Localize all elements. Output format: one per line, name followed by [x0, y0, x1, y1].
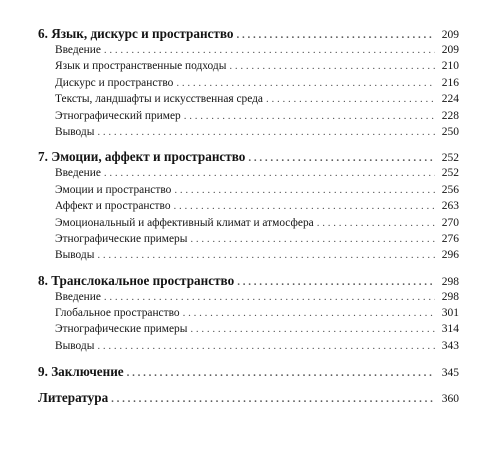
page-number: 228: [441, 109, 459, 122]
toc-chapter-8[interactable]: [38, 272, 459, 289]
table-of-contents: [38, 25, 459, 406]
toc-section[interactable]: [38, 182, 459, 198]
section-title: Выводы: [55, 125, 95, 138]
page-number: 250: [441, 125, 459, 138]
dot-leader: [104, 165, 435, 181]
dot-leader: [184, 108, 435, 124]
toc-section[interactable]: [38, 91, 459, 107]
section-title: Этнографический пример: [55, 109, 181, 122]
dot-leader: [190, 231, 435, 247]
section-title: Тексты, ландшафты и искусственная среда: [55, 93, 263, 106]
dot-leader: [174, 182, 435, 198]
page-number: 345: [441, 367, 459, 380]
section-title: Этнографические примеры: [55, 232, 188, 245]
page-number: 224: [441, 93, 459, 106]
chapter-title: 7. Эмоции, аффект и пространство: [38, 149, 246, 165]
toc-section[interactable]: [38, 338, 459, 354]
dot-leader: [183, 305, 435, 321]
section-title: Аффект и пространство: [55, 200, 171, 213]
page-number: 216: [441, 76, 459, 89]
page-number: 301: [441, 307, 459, 320]
dot-leader: [97, 124, 435, 140]
page-number: 360: [441, 393, 459, 406]
toc-section[interactable]: [38, 247, 459, 263]
page-number: 298: [441, 275, 459, 288]
toc-section[interactable]: [38, 124, 459, 140]
dot-leader: [317, 215, 435, 231]
toc-section[interactable]: [38, 215, 459, 231]
toc-section[interactable]: [38, 231, 459, 247]
page-number: 252: [441, 152, 459, 165]
toc-chapter-7[interactable]: [38, 148, 459, 165]
dot-leader: [104, 289, 435, 305]
toc-section[interactable]: [38, 198, 459, 214]
section-title: Введение: [55, 167, 101, 180]
page-number: 252: [441, 167, 459, 180]
dot-leader: [190, 321, 435, 337]
chapter-title: Литература: [38, 390, 109, 406]
page-number: 209: [441, 29, 459, 41]
page-number: 263: [441, 200, 459, 213]
toc-section[interactable]: [38, 289, 459, 305]
page-number: 270: [441, 216, 459, 229]
dot-leader: [174, 198, 435, 214]
section-title: Введение: [55, 290, 101, 303]
dot-leader: [229, 58, 435, 74]
dot-leader: [266, 91, 435, 107]
toc-section[interactable]: [38, 75, 459, 91]
dot-leader: [97, 247, 435, 263]
toc-section[interactable]: [38, 42, 459, 58]
toc-section[interactable]: [38, 165, 459, 181]
chapter-title: 6. Язык, дискурс и пространство: [38, 26, 234, 41]
dot-leader: [97, 338, 435, 354]
page-number: 256: [441, 183, 459, 196]
page-number: 210: [441, 60, 459, 73]
section-title: Эмоции и пространство: [55, 183, 172, 196]
page-number: 314: [441, 323, 459, 336]
toc-chapter-6[interactable]: [38, 25, 459, 42]
page-number: 209: [441, 44, 459, 56]
page-number: 298: [441, 290, 459, 303]
toc-section[interactable]: [38, 321, 459, 337]
chapter-title: 9. Заключение: [38, 364, 124, 380]
toc-section[interactable]: [38, 305, 459, 321]
section-title: Язык и пространственные подходы: [55, 60, 227, 73]
page-number: 276: [441, 232, 459, 245]
toc-references[interactable]: [38, 389, 459, 406]
section-title: Выводы: [55, 249, 95, 262]
toc-chapter-9[interactable]: [38, 363, 459, 380]
section-title: Введение: [55, 44, 101, 56]
toc-section[interactable]: [38, 108, 459, 124]
dot-leader: [176, 75, 435, 91]
page-number: 296: [441, 249, 459, 262]
dot-leader: [111, 391, 435, 408]
toc-section[interactable]: [38, 58, 459, 74]
section-title: Глобальное пространство: [55, 307, 180, 320]
page-number: 343: [441, 339, 459, 352]
section-title: Этнографические примеры: [55, 323, 188, 336]
section-title: Дискурс и пространство: [55, 76, 174, 89]
section-title: Выводы: [55, 339, 95, 352]
chapter-title: 8. Транслокальное пространство: [38, 272, 235, 288]
dot-leader: [127, 365, 435, 382]
section-title: Эмоциональный и аффективный климат и атмосфера: [55, 216, 314, 229]
dot-leader: [104, 42, 435, 58]
